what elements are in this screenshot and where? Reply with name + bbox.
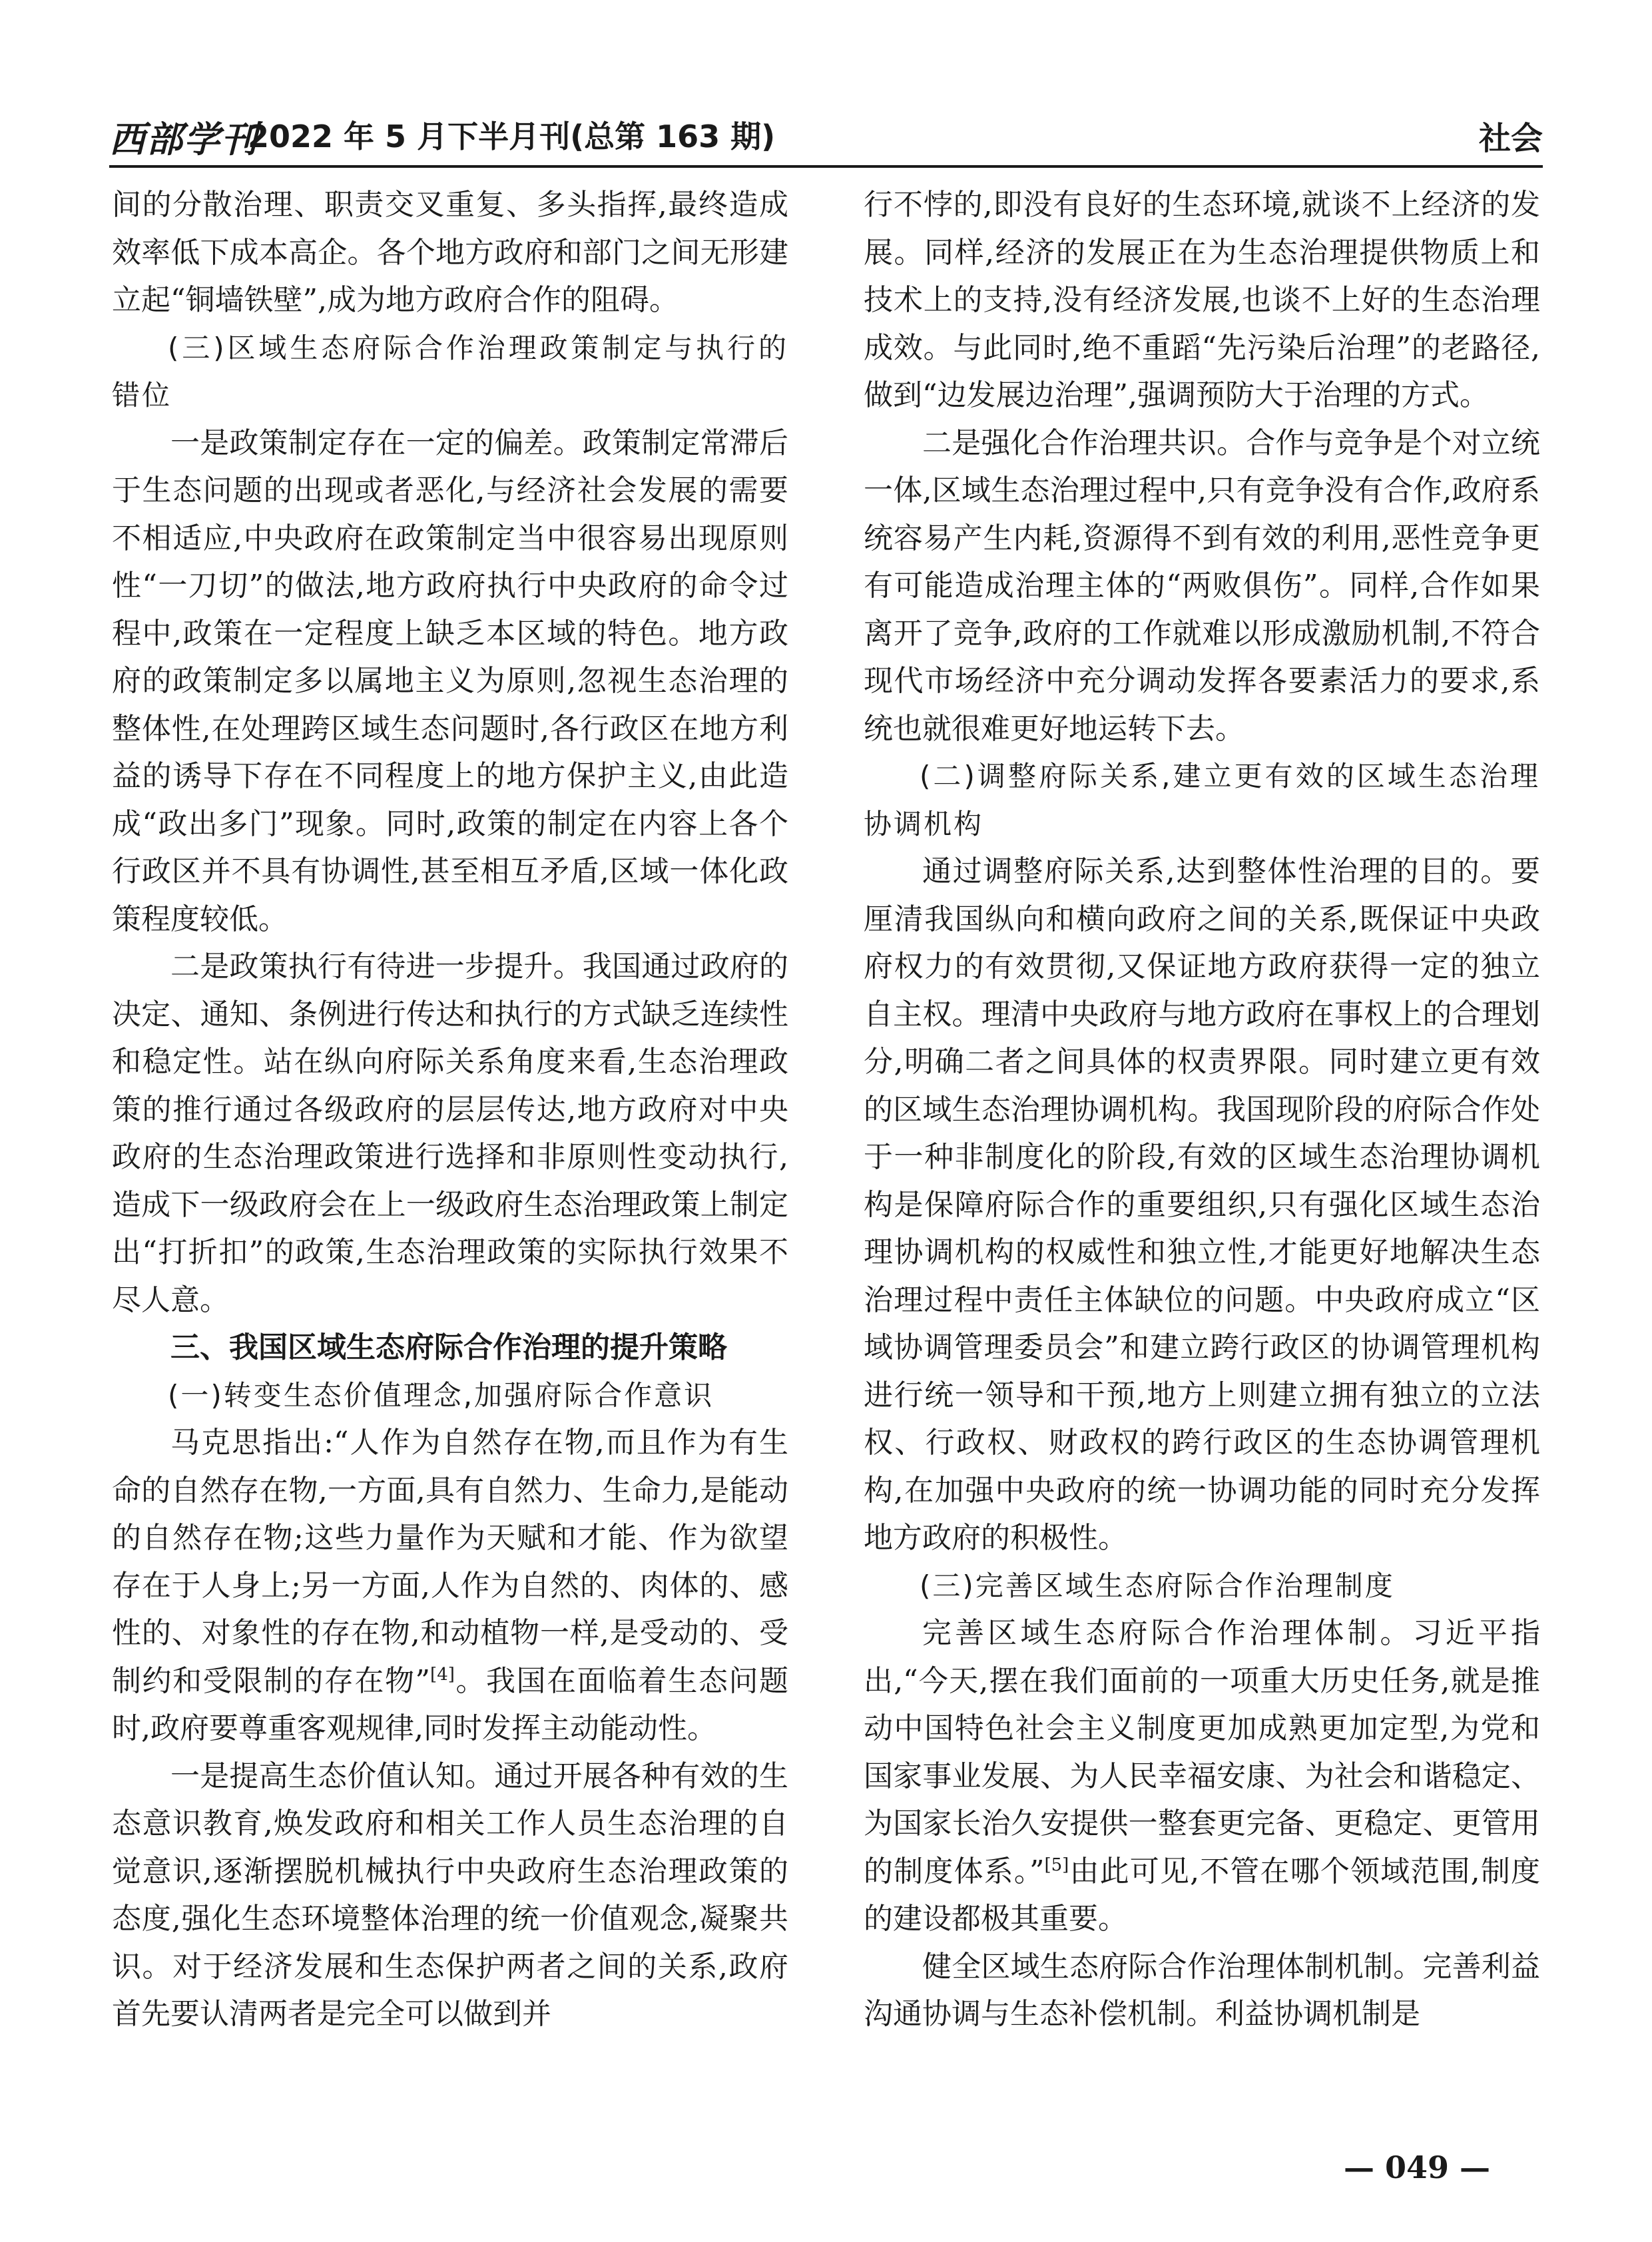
section-label: 社会 [1478, 120, 1543, 157]
page-number: — 049 — [1344, 2149, 1491, 2185]
page-header [109, 109, 1543, 160]
paragraph [112, 1419, 788, 1753]
paragraph: 间的分散治理、职责交叉重复、多头指挥,最终造成效率低下成本高企。各个地方政府和部门之间无形建立起“铜墙铁壁”,成为地方政府合作的阻碍。 [112, 188, 788, 317]
paragraph: 健全区域生态府际合作治理体制机制。完善利益沟通协调与生态补偿机制。利益协调机制是 [864, 1949, 1540, 2031]
paragraph-tail: 由此可见,不管在哪个领域范围,制度的建设都极其重要。 [864, 1854, 1540, 1936]
right-column [864, 181, 1540, 2125]
paragraph: 通过调整府际关系,达到整体性治理的目的。要厘清我国纵向和横向政府之间的关系,既保证中央政府权力的有效贯彻,又保证地方政府获得一定的独立自主权。理清中央政府与地方政府在事权上的合理划分,明确二者之间具体的权责界限。同时建立更有效的区域生态治理协调机构。我国现阶段的府际合作处于一种非制度化的阶段,有效的区域生态治理协调机构是保障府际合作的重要组织,只有强化区域生态治理协调机构的权威性和独立性,才能更好地解决生态治理过程中责任主体缺位的问题。中央政府成立“区域协调管理委员会”和建立跨行政区的协调管理机构进行统一领导和干预,地方上则建立拥有独立的立法权、行政权、财政权的跨行政区的生态协调管理机构,在加强中央政府的统一协调功能的同时充分发挥地方政府的积极性。 [864, 854, 1540, 1555]
subsection-heading: (二)调整府际关系,建立更有效的区域生态治理协调机构 [864, 760, 1540, 840]
paragraph: 一是政策制定存在一定的偏差。政策制定常滞后于生态问题的出现或者恶化,与经济社会发展的需要不相适应,中央政府在政策制定当中很容易出现原则性“一刀切”的做法,地方政府执行中央政府的命令过程中,政策在一定程度上缺乏本区域的特色。地方政府的政策制定多以属地主义为原则,忽视生态治理的整体性,在处理跨区域生态问题时,各行政区在地方利益的诱导下存在不同程度上的地方保护主义,由此造成“政出多门”现象。同时,政策的制定在内容上各个行政区并不具有协调性,甚至相互矛盾,区域一体化政策程度较低。 [112, 425, 788, 936]
paragraph: 二是强化合作治理共识。合作与竞争是个对立统一体,区域生态治理过程中,只有竞争没有合作,政府系统容易产生内耗,资源得不到有效的利用,恶性竞争更有可能造成治理主体的“两败俱伤”。同样,合作如果离开了竞争,政府的工作就难以形成激励机制,不符合现代市场经济中充分调动发挥各要素活力的要求,系统也就很难更好地运转下去。 [864, 425, 1540, 746]
paragraph: 二是政策执行有待进一步提升。我国通过政府的决定、通知、条例进行传达和执行的方式缺乏连续性和稳定性。站在纵向府际关系角度来看,生态治理政策的推行通过各级政府的层层传达,地方政府对中央政府的生态治理政策进行选择和非原则性变动执行,造成下一级政府会在上一级政府生态治理政策上制定出“打折扣”的政策,生态治理政策的实际执行效果不尽人意。 [112, 950, 788, 1317]
paragraph [864, 1609, 1540, 1943]
subsection-heading: (一)转变生态价值理念,加强府际合作意识 [168, 1378, 714, 1412]
paragraph-tail: 。我国在面临着生态问题时,政府要尊重客观规律,同时发挥主动能动性。 [112, 1663, 788, 1745]
paragraph: 一是提高生态价值认知。通过开展各种有效的生态意识教育,焕发政府和相关工作人员生态治理的自觉意识,逐渐摆脱机械执行中央政府生态治理政策的态度,强化生态环境整体治理的统一价值观念,凝聚共识。对于经济发展和生态保护两者之间的关系,政府首先要认清两者是完全可以做到并 [112, 1759, 788, 2031]
citation-ref: [5] [1044, 1854, 1069, 1875]
issue-label: 2022 年 5 月下半月刊(总第 163 期) [248, 119, 776, 154]
section-heading: 三、我国区域生态府际合作治理的提升策略 [170, 1330, 727, 1364]
left-column [112, 181, 788, 2125]
header-rule [109, 165, 1543, 168]
quote-text: 完善区域生态府际合作治理体制。习近平指出,“今天,摆在我们面前的一项重大历史任务,就是推动中国特色社会主义制度更加成熟更加定型,为党和国家事业发展、为人民幸福安康、为社会和谐稳定、为国家长治久安提供一整套更完备、更稳定、更管用的制度体系。” [864, 1616, 1540, 1888]
journal-logo: 西部学刊 [109, 118, 258, 160]
citation-ref: [4] [430, 1664, 455, 1685]
quote-text: 马克思指出:“人作为自然存在物,而且作为有生命的自然存在物,一方面,具有自然力、生命力,是能动的自然存在物;这些力量作为天赋和才能、作为欲望存在于人身上;另一方面,人作为自然的、肉体的、感性的、对象性的存在物,和动植物一样,是受动的、受制约和受限制的存在物” [112, 1426, 788, 1698]
subsection-heading: (三)区域生态府际合作治理政策制定与执行的错位 [112, 331, 788, 412]
subsection-heading: (三)完善区域生态府际合作治理制度 [920, 1569, 1395, 1602]
paragraph: 行不悖的,即没有良好的生态环境,就谈不上经济的发展。同样,经济的发展正在为生态治理提供物质上和技术上的支持,没有经济发展,也谈不上好的生态治理成效。与此同时,绝不重蹈“先污染后治理”的老路径,做到“边发展边治理”,强调预防大于治理的方式。 [864, 188, 1540, 412]
